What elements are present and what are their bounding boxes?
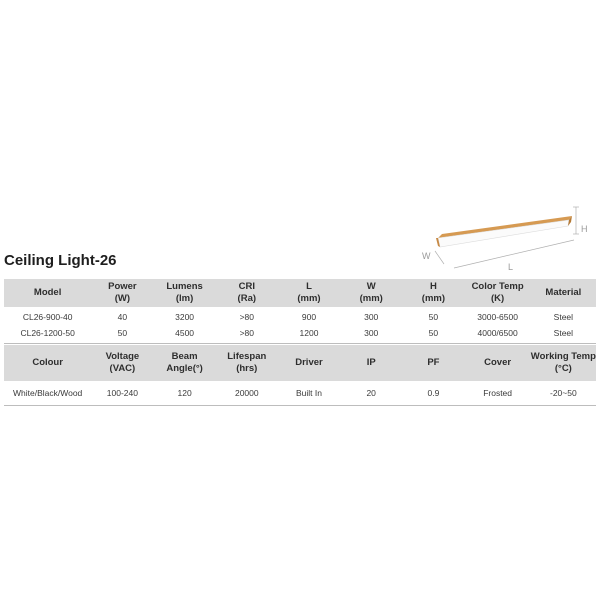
header-pf: PF [402,345,464,381]
header-cri: CRI (Ra) [216,279,278,307]
header-material: Material [531,279,596,307]
cell-lifespan: 20000 [234,388,259,398]
cell-length: 900 [301,311,317,322]
header-color-temp: Color Temp (K) [465,279,531,307]
cell-working-temp: -20~50 [550,388,577,398]
header-height: H (mm) [402,279,464,307]
cell-width: 300 [364,327,379,338]
cell-cri: >80 [239,311,254,322]
table-row [4,381,596,405]
header-length: L (mm) [278,279,340,307]
length-dimension-line [454,240,574,268]
header-lifespan: Lifespan (hrs) [216,345,278,381]
divider [4,405,596,406]
header-colour: Colour [4,345,91,381]
width-label: W [422,251,431,261]
header-ip: IP [340,345,402,381]
table-row [4,307,596,324]
cell-height: 50 [428,311,439,322]
cell-material: Steel [553,311,574,322]
header-power: Power (W) [91,279,153,307]
cell-driver: Built In [295,388,322,398]
spec-header-row [4,345,596,381]
spec-table-main [4,279,596,341]
cell-model: CL26-1200-50 [20,327,75,338]
cell-color-temp: 3000-6500 [477,311,518,322]
table-row [4,324,596,341]
header-width: W (mm) [340,279,402,307]
cell-width: 300 [364,311,379,322]
cell-material: Steel [553,327,574,338]
header-cover: Cover [465,345,531,381]
cell-pf: 0.9 [427,388,440,398]
cell-colour: White/Black/Wood [12,388,83,398]
product-title: Ceiling Light-26 [4,252,117,269]
cell-lumens: 4500 [175,327,195,338]
ceiling-light-dimension-diagram [418,196,596,278]
cell-beam-angle: 120 [177,388,192,398]
cell-power: 40 [117,311,128,322]
cell-height: 50 [428,327,439,338]
header-driver: Driver [278,345,340,381]
spec-table-secondary [4,345,596,405]
width-dimension-line [435,251,444,264]
cell-cover: Frosted [483,388,513,398]
header-lumens: Lumens (lm) [153,279,215,307]
cell-voltage: 100-240 [106,388,138,398]
header-voltage: Voltage (VAC) [91,345,153,381]
cell-length: 1200 [299,327,319,338]
height-label: H [581,224,588,234]
cell-color-temp: 4000/6500 [477,327,518,338]
divider [4,343,596,344]
cell-lumens: 3200 [175,311,195,322]
header-beam-angle: Beam Angle(°) [153,345,215,381]
cell-cri: >80 [239,327,254,338]
spec-header-row [4,279,596,307]
length-label: L [508,262,514,272]
cell-power: 50 [117,327,128,338]
header-model: Model [4,279,91,307]
cell-ip: 20 [366,388,376,398]
cell-model: CL26-900-40 [22,311,73,322]
header-working-temp: Working Temp (°C) [531,345,596,381]
